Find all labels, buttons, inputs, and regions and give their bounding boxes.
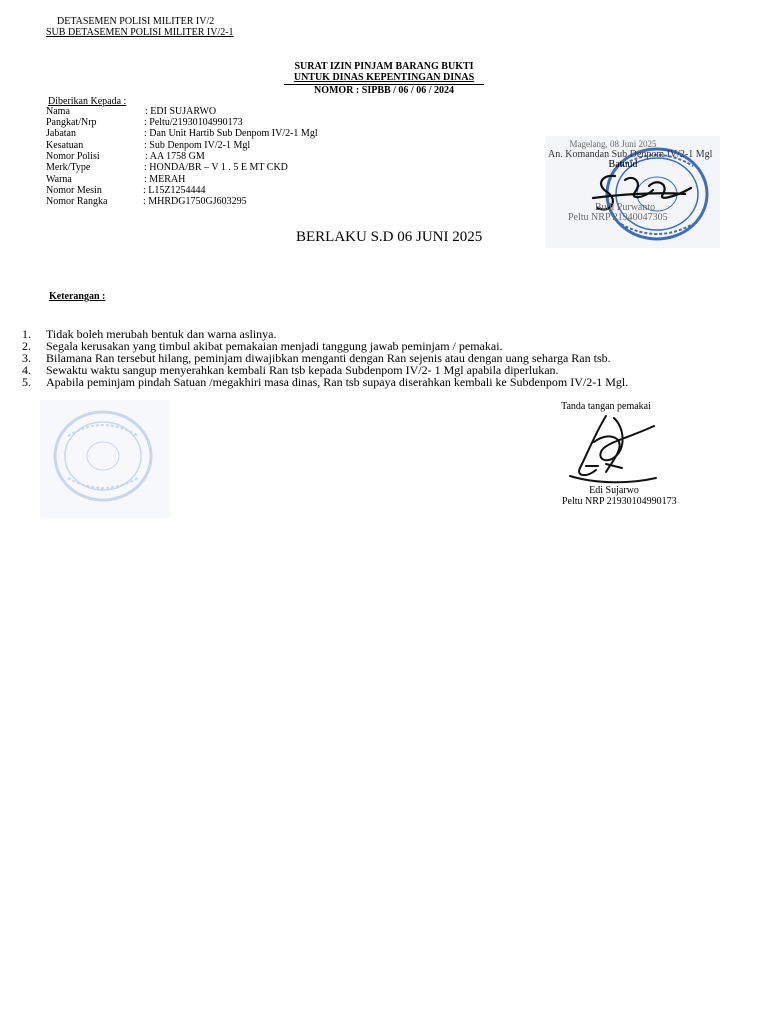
note-number: 1. [22, 327, 31, 341]
document-subtitle: UNTUK DINAS KEPENTINGAN DINAS [293, 72, 475, 83]
field-value-nomor-mesin: : L15Z1254444 [143, 185, 206, 196]
signature-icon [566, 412, 662, 488]
note-text: Segala kerusakan yang timbul akibat pemakaian menjadi tanggung jawab peminjam / pemakai. [46, 339, 503, 353]
field-label-kesatuan: Kesatuan [46, 140, 84, 151]
faded-stamp-icon [40, 400, 170, 518]
unit-name: DETASEMEN POLISI MILITER IV/2 [57, 16, 215, 27]
field-value-jabatan: : Dan Unit Hartib Sub Denpom IV/2-1 Mgl [144, 128, 318, 139]
sub-unit-name: SUB DETASEMEN POLISI MILITER IV/2-1 [46, 27, 234, 38]
field-value-merk-type: : HONDA/BR – V 1 . 5 E MT CKD [144, 162, 288, 173]
notes-heading: Keterangan : [49, 291, 106, 302]
field-label-warna: Warna [46, 174, 72, 185]
note-text: Tidak boleh merubah bentuk dan warna aslinya. [46, 327, 277, 341]
note-text: Sewaktu waktu sangup menyerahkan kembali Ran tsb kepada Subdenpom IV/2- 1 Mgl apabila diperlukan. [46, 363, 559, 377]
field-value-nomor-rangka: : MHRDG1750GJ603295 [143, 196, 247, 207]
field-label-pangkat: Pangkat/Nrp [46, 117, 97, 128]
field-label-nama: Nama [46, 106, 70, 117]
issuer-rank-nrp: Peltu NRP 21940047305 [568, 212, 668, 223]
note-number: 5. [22, 375, 31, 389]
field-value-warna: : MERAH [144, 174, 186, 185]
field-label-nomor-rangka: Nomor Rangka [46, 196, 108, 207]
note-number: 2. [22, 339, 31, 353]
note-number: 4. [22, 363, 31, 377]
user-name: Edi Sujarwo [589, 485, 639, 496]
field-value-nama: : EDI SUJARWO [145, 106, 217, 117]
field-label-merk-type: Merk/Type [46, 162, 91, 173]
issuer-role: Batuud [608, 159, 638, 170]
issuer-on-behalf: An. Komandan Sub Denpom IV/2-1 Mgl [548, 149, 713, 160]
validity-statement: BERLAKU S.D 06 JUNI 2025 [296, 229, 483, 245]
issuer-place-date: Magelang, 08 Juni 2025 [569, 139, 657, 149]
field-value-nomor-polisi: : AA 1758 GM [145, 151, 205, 162]
note-number: 3. [22, 351, 31, 365]
field-label-nomor-polisi: Nomor Polisi [46, 151, 100, 162]
note-text: Apabila peminjam pindah Satuan /megakhiri masa dinas, Ran tsb supaya diserahkan kembali ke Subdenpom IV/2-1 Mgl. [46, 375, 629, 389]
field-label-jabatan: Jabatan [46, 128, 76, 139]
signature-caption: Tanda tangan pemakai [561, 401, 651, 412]
note-text: Bilamana Ran tersebut hilang, peminjam diwajibkan menganti dengan Ran sejenis atau dengan uang seharga Ran tsb. [46, 351, 611, 365]
issuer-name: Budi Purwanto [594, 202, 656, 213]
field-value-pangkat: : Peltu/21930104990173 [144, 117, 243, 128]
user-rank-nrp: Peltu NRP 21930104990173 [562, 496, 677, 507]
document-title: SURAT IZIN PINJAM BARANG BUKTI [294, 61, 474, 72]
field-label-nomor-mesin: Nomor Mesin [46, 185, 102, 196]
field-value-kesatuan: : Sub Denpom IV/2-1 Mgl [144, 140, 251, 151]
recipient-heading: Diberikan Kepada : [48, 96, 127, 107]
document-number: NOMOR : SIPBB / 06 / 06 / 2024 [284, 84, 484, 96]
